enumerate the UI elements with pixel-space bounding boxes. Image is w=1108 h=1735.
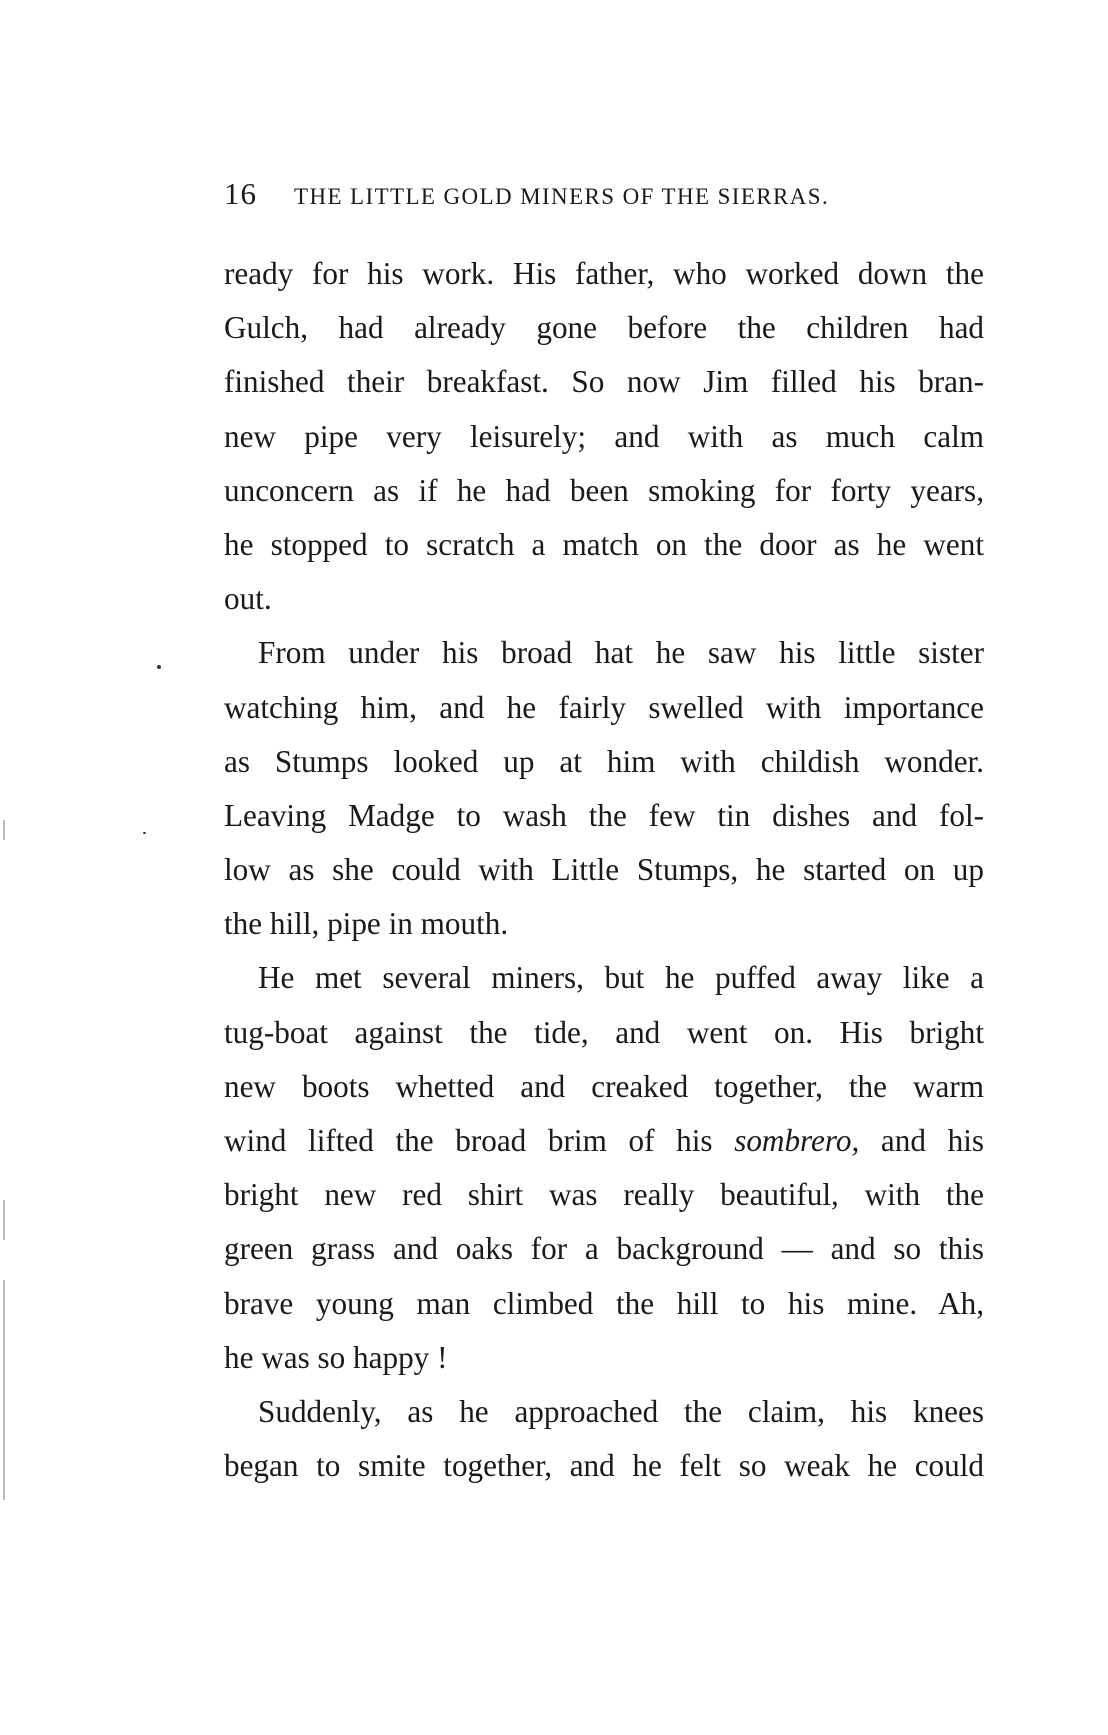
stray-ink-dot <box>143 832 146 834</box>
paragraph <box>224 951 984 1385</box>
text-line: bright new red shirt was really beautiful, with the <box>224 1177 984 1213</box>
text-line: He met several miners, but he puffed away like a <box>258 960 984 996</box>
text-line: he stopped to scratch a match on the door as he went <box>224 526 984 562</box>
text-line: out. <box>224 581 272 617</box>
paragraph <box>224 626 984 951</box>
running-header <box>224 176 984 216</box>
text-line: new boots whetted and creaked together, the warm <box>224 1068 984 1104</box>
text-line: he was so happy ! <box>224 1339 448 1375</box>
text-line: ready for his work. His father, who worked down the <box>224 256 984 291</box>
text-line: brave young man climbed the hill to his mine. Ah, <box>224 1285 984 1321</box>
scan-edge-marks <box>0 0 20 1735</box>
italic-word: sombrero, <box>734 1123 860 1158</box>
running-title: THE LITTLE GOLD MINERS OF THE SIERRAS. <box>294 184 830 209</box>
text-line: tug-boat against the tide, and went on. His bright <box>224 1014 984 1050</box>
stray-ink-dot <box>157 665 161 669</box>
text-line: green grass and oaks for a background — and so this <box>224 1231 984 1267</box>
text-line-with-italic <box>224 1114 984 1168</box>
body-text <box>224 247 984 1493</box>
scan-mark <box>3 1200 5 1240</box>
text-fragment: wind lifted the broad brim of his <box>224 1123 713 1158</box>
text-line: new pipe very leisurely; and with as much calm <box>224 418 984 454</box>
text-line: as Stumps looked up at him with childish wonder. <box>224 743 984 779</box>
text-fragment: and his <box>880 1123 985 1158</box>
text-line: From under his broad hat he saw his little sister <box>258 635 984 671</box>
text-line: watching him, and he fairly swelled with importance <box>224 689 984 725</box>
paragraph <box>224 247 984 626</box>
text-line: Suddenly, as he approached the claim, his knees <box>258 1393 984 1429</box>
text-line: low as she could with Little Stumps, he started on up <box>224 852 984 888</box>
text-line: Gulch, had already gone before the children had <box>224 310 984 346</box>
text-line: unconcern as if he had been smoking for forty years, <box>224 472 984 508</box>
text-line: Leaving Madge to wash the few tin dishes and fol- <box>224 797 984 833</box>
text-line: the hill, pipe in mouth. <box>224 906 509 942</box>
paragraph <box>224 1385 984 1493</box>
text-line: finished their breakfast. So now Jim filled his bran- <box>224 364 984 400</box>
text-line: began to smite together, and he felt so weak he could <box>224 1448 984 1484</box>
scan-mark <box>3 820 5 840</box>
page-number: 16 <box>224 176 257 211</box>
scan-mark <box>3 1280 5 1500</box>
